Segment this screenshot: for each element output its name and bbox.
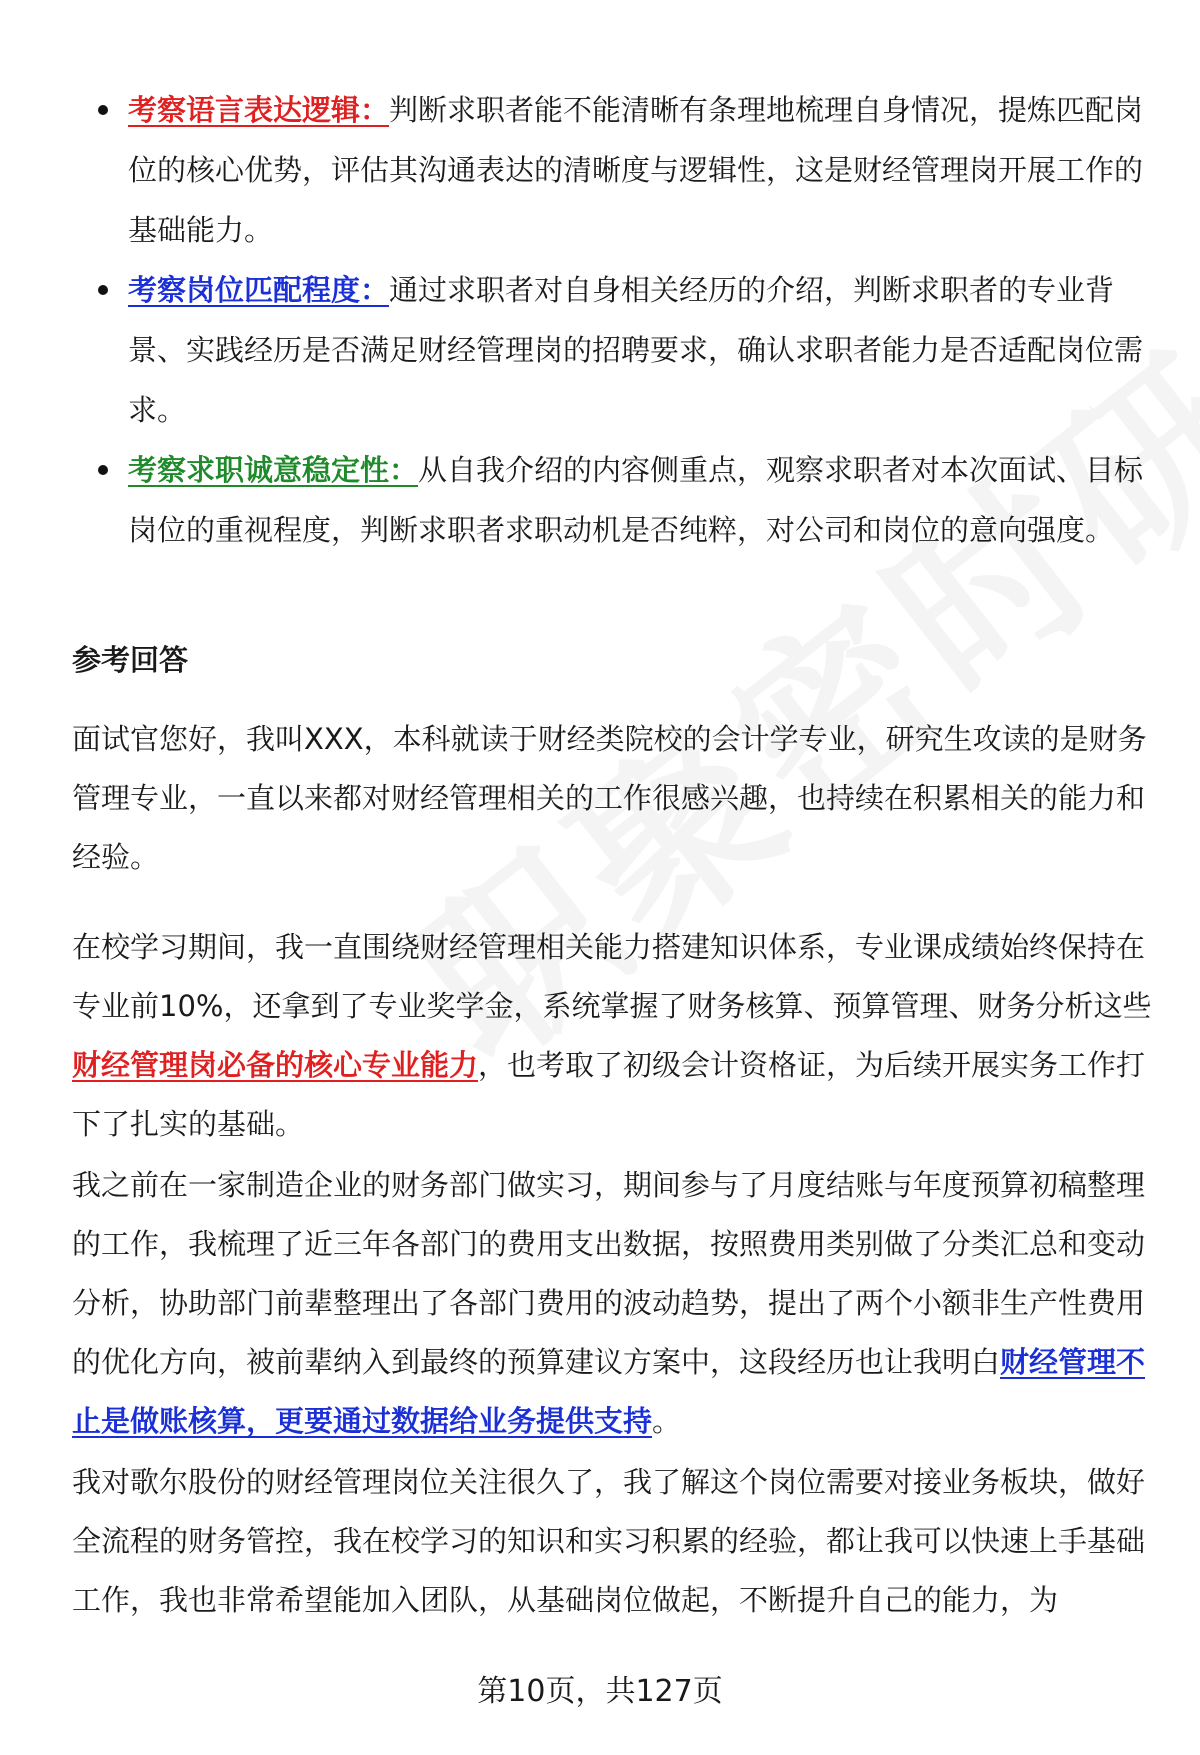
paragraph-text: ，也考取了初级会计资格证，为后续开展实务工作打下了扎实的基础。	[72, 1048, 1146, 1141]
paragraph-text: 在校学习期间，我一直围绕财经管理相关能力搭建知识体系，专业课成绩始终保持在专业前10%，还拿到了专业奖学金，系统掌握了财务核算、预算管理、财务分析这些	[72, 930, 1152, 1023]
paragraph-internship	[72, 1156, 1152, 1451]
bullet-icon	[98, 105, 108, 115]
bullet-label: 考察语言表达逻辑：	[128, 93, 390, 127]
list-item	[128, 260, 1144, 440]
paragraph-text: 我之前在一家制造企业的财务部门做实习，期间参与了月度结账与年度预算初稿整理的工作，我梳理了近三年各部门的费用支出数据，按照费用类别做了分类汇总和变动分析，协助部门前辈整理出了各部门费用的波动趋势，提出了两个小额非生产性费用的优化方向，被前辈纳入到最终的预算建议方案中，这段经历也让我明白	[72, 1168, 1146, 1379]
paragraph-text: 我对歌尔股份的财经管理岗位关注很久了，我了解这个岗位需要对接业务板块，做好全流程的财务管控，我在校学习的知识和实习积累的经验，都让我可以快速上手基础工作，我也非常希望能加入团队，从基础岗位做起，不断提升自己的能力，为	[72, 1465, 1146, 1617]
paragraph-text: 面试官您好，我叫XXX，本科就读于财经类院校的会计学专业，研究生攻读的是财务管理专业，一直以来都对财经管理相关的工作很感兴趣，也持续在积累相关的能力和经验。	[72, 722, 1147, 874]
paragraph-text: 。	[652, 1404, 682, 1438]
paragraph-motivation	[72, 1453, 1152, 1630]
bullet-icon	[98, 285, 108, 295]
bullet-label: 考察求职诚意稳定性：	[128, 453, 419, 487]
paragraph-study	[72, 918, 1152, 1154]
page-number: 第10页，共127页	[477, 1674, 723, 1709]
list-item	[128, 440, 1144, 560]
bullet-icon	[98, 465, 108, 475]
bullet-label: 考察岗位匹配程度：	[128, 273, 390, 307]
paragraph-intro	[72, 710, 1152, 887]
criteria-list	[0, 80, 1200, 560]
bullet-text: 通过求职者对自身相关经历的介绍，判断求职者的专业背景、实践经历是否满足财经管理岗的招聘要求，确认求职者能力是否适配岗位需求。	[128, 273, 1144, 427]
highlight-text: 财经管理不止是做账核算，更要通过数据给业务提供支持	[72, 1345, 1146, 1438]
highlight-text: 财经管理岗必备的核心专业能力	[72, 1048, 479, 1082]
bullet-text: 从自我介绍的内容侧重点，观察求职者对本次面试、目标岗位的重视程度，判断求职者求职动机是否纯粹，对公司和岗位的意向强度。	[128, 453, 1144, 547]
section-title: 参考回答	[72, 643, 189, 677]
list-item	[128, 80, 1144, 260]
bullet-text: 判断求职者能不能清晰有条理地梳理自身情况，提炼匹配岗位的核心优势，评估其沟通表达的清晰度与逻辑性，这是财经管理岗开展工作的基础能力。	[128, 93, 1144, 247]
